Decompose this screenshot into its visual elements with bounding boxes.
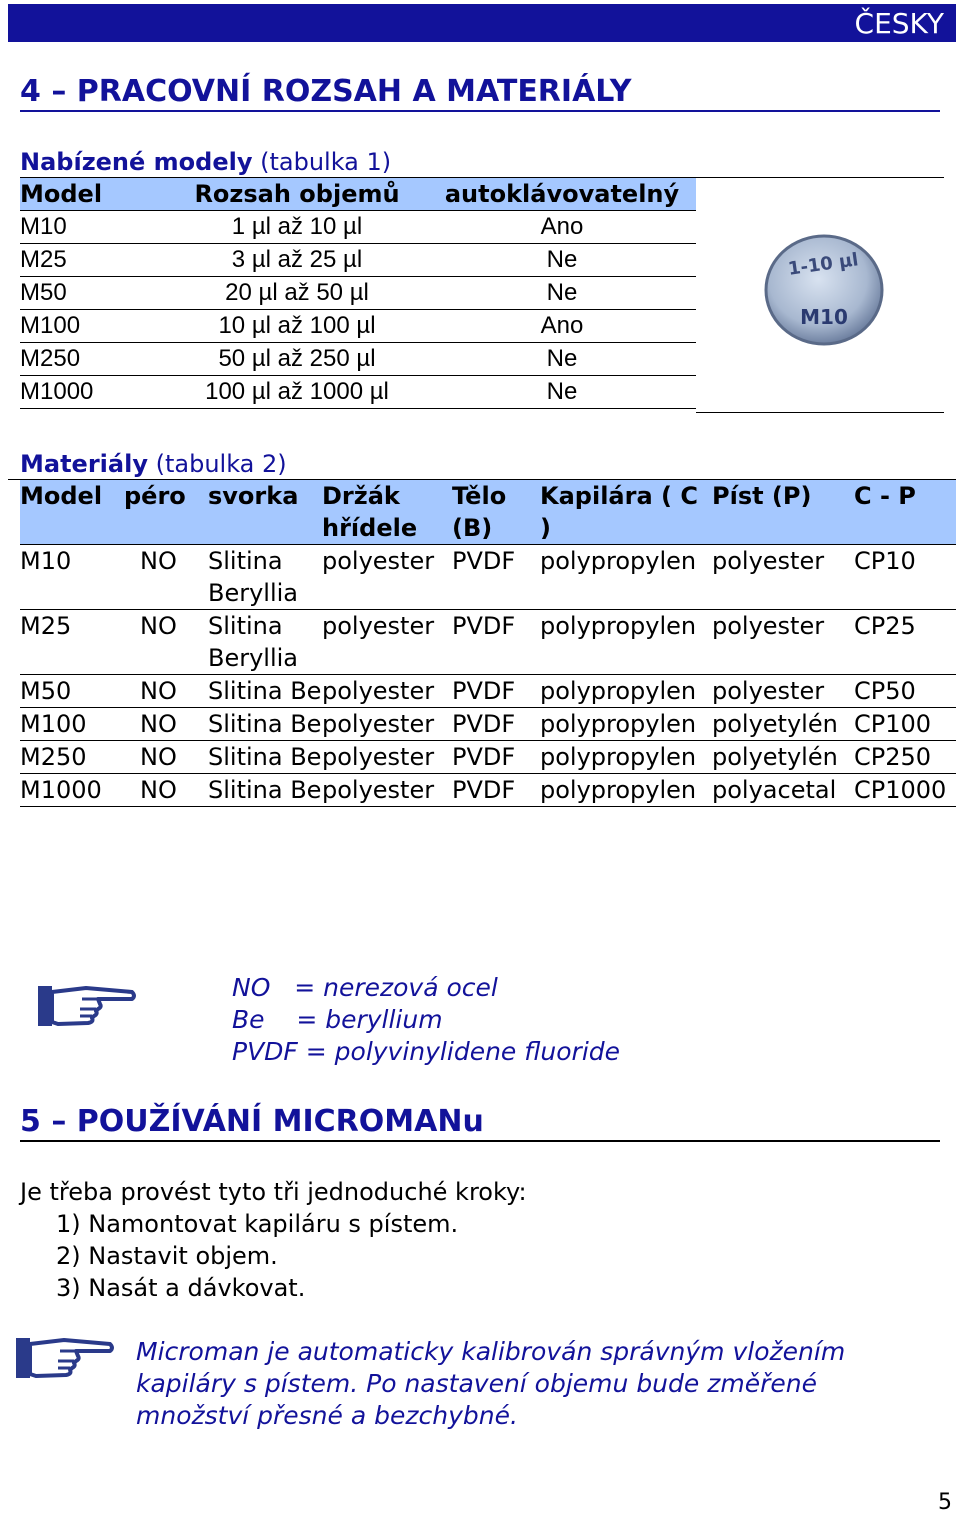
table-header-row	[20, 178, 696, 211]
cell-body: PVDF	[452, 741, 540, 774]
cell-shaft-holder: polyester	[322, 741, 452, 774]
list-item: 1) Namontovat kapiláru s pístem.	[56, 1210, 459, 1238]
cell-model: M50	[20, 277, 166, 310]
cell-shaft-holder: polyester	[322, 708, 452, 741]
cell-clamp: Slitina Beryllia	[208, 545, 322, 610]
legend-line: Be = beryllium	[232, 1005, 443, 1034]
calibration-note: Microman je automaticky kalibrován správným vložením kapiláry s pístem. Po nastavení objemu bude změřené množství přesné a bezchybné.	[136, 1337, 846, 1430]
cell-range: 20 µl až 50 µl	[166, 277, 428, 310]
table-row	[20, 708, 956, 741]
badge-range-text: 1-10 µl	[786, 249, 860, 280]
list-item: 3) Nasát a dávkovat.	[56, 1274, 306, 1302]
header-cp: C - P	[854, 480, 956, 545]
cell-body: PVDF	[452, 545, 540, 610]
legend-line: NO = nerezová ocel	[232, 973, 498, 1002]
cell-cp: CP250	[854, 741, 956, 774]
legend-line: PVDF = polyvinylidene fluoride	[232, 1037, 621, 1066]
table-row	[20, 211, 696, 244]
badge-model-text: M10	[800, 305, 848, 329]
cell-model: M1000	[20, 774, 124, 807]
cell-model: M10	[20, 211, 166, 244]
header-model: Model	[20, 178, 166, 211]
table-row	[20, 741, 956, 774]
table1-caption-bold: Nabízené modely	[20, 148, 253, 176]
cell-clamp: Slitina Be	[208, 741, 322, 774]
table1-caption-rest: (tabulka 1)	[252, 148, 392, 176]
table2-caption-rest: (tabulka 2)	[147, 450, 287, 478]
cell-body: PVDF	[452, 610, 540, 675]
cell-capillary: polypropylen	[540, 708, 712, 741]
table-row	[20, 376, 696, 409]
cell-clamp: Slitina Be	[208, 708, 322, 741]
cell-clamp: Slitina Be	[208, 774, 322, 807]
cell-autoclave: Ne	[428, 376, 696, 409]
cell-body: PVDF	[452, 774, 540, 807]
page-number: 5	[938, 1490, 952, 1515]
cell-spring: NO	[124, 774, 208, 807]
cell-shaft-holder: polyester	[322, 774, 452, 807]
cell-piston: polyester	[712, 610, 854, 675]
table-row	[20, 774, 956, 807]
cell-range: 10 µl až 100 µl	[166, 310, 428, 343]
cell-shaft-holder: polyester	[322, 545, 452, 610]
section-4-title: 4 – PRACOVNÍ ROZSAH A MATERIÁLY	[20, 72, 940, 112]
cell-piston: polyetylén	[712, 741, 854, 774]
abbreviation-legend	[232, 972, 620, 1068]
cell-piston: polyacetal	[712, 774, 854, 807]
steps-list	[56, 1208, 458, 1304]
language-bar	[8, 4, 956, 42]
cell-autoclave: Ano	[428, 211, 696, 244]
cell-piston: polyester	[712, 675, 854, 708]
cell-model: M100	[20, 708, 124, 741]
header-shaft-holder: Držák hřídele	[322, 480, 452, 545]
header-clamp: svorka	[208, 480, 322, 545]
cell-model: M100	[20, 310, 166, 343]
cell-capillary: polypropylen	[540, 675, 712, 708]
cell-capillary: polypropylen	[540, 610, 712, 675]
cell-range: 3 µl až 25 µl	[166, 244, 428, 277]
header-piston: Píst (P)	[712, 480, 854, 545]
cell-cp: CP50	[854, 675, 956, 708]
language-label: ČESKY	[854, 7, 944, 40]
table-row	[20, 675, 956, 708]
steps-intro: Je třeba provést tyto tři jednoduché kroky:	[20, 1178, 527, 1206]
models-table	[20, 178, 696, 409]
header-spring: péro	[124, 480, 208, 545]
table1-bottom-rule	[696, 412, 944, 413]
section-5-title: 5 – POUŽÍVÁNÍ MICROMANu	[20, 1102, 940, 1142]
cell-autoclave: Ano	[428, 310, 696, 343]
table-row	[20, 545, 956, 610]
table-row	[20, 244, 696, 277]
table-row	[20, 310, 696, 343]
m10-button-image	[762, 232, 886, 348]
cell-spring: NO	[124, 741, 208, 774]
table2-caption-bold: Materiály	[20, 450, 148, 478]
cell-body: PVDF	[452, 708, 540, 741]
header-capillary: Kapilára ( C )	[540, 480, 712, 545]
cell-spring: NO	[124, 675, 208, 708]
cell-cp: CP1000	[854, 774, 956, 807]
cell-shaft-holder: polyester	[322, 610, 452, 675]
cell-clamp: Slitina Be	[208, 675, 322, 708]
cell-model: M25	[20, 244, 166, 277]
header-model: Model	[20, 480, 124, 545]
cell-body: PVDF	[452, 675, 540, 708]
cell-autoclave: Ne	[428, 343, 696, 376]
cell-model: M250	[20, 741, 124, 774]
table-row	[20, 610, 956, 675]
header-range: Rozsah objemů	[166, 178, 428, 211]
cell-model: M250	[20, 343, 166, 376]
table-header-row	[20, 480, 956, 545]
table-row	[20, 277, 696, 310]
cell-cp: CP100	[854, 708, 956, 741]
cell-shaft-holder: polyester	[322, 675, 452, 708]
cell-capillary: polypropylen	[540, 545, 712, 610]
list-item: 2) Nastavit objem.	[56, 1242, 278, 1270]
cell-capillary: polypropylen	[540, 774, 712, 807]
materials-table	[20, 480, 956, 807]
cell-spring: NO	[124, 708, 208, 741]
header-autoclavable: autoklávovatelný	[428, 178, 696, 211]
header-body: Tělo (B)	[452, 480, 540, 545]
table-row	[20, 343, 696, 376]
cell-piston: polyetylén	[712, 708, 854, 741]
table1-caption	[20, 146, 391, 178]
cell-model: M10	[20, 545, 124, 610]
cell-spring: NO	[124, 610, 208, 675]
cell-capillary: polypropylen	[540, 741, 712, 774]
cell-clamp: Slitina Beryllia	[208, 610, 322, 675]
cell-model: M25	[20, 610, 124, 675]
cell-range: 100 µl až 1000 µl	[166, 376, 428, 409]
cell-spring: NO	[124, 545, 208, 610]
cell-cp: CP25	[854, 610, 956, 675]
pointing-hand-icon	[14, 1334, 116, 1384]
cell-autoclave: Ne	[428, 244, 696, 277]
cell-range: 50 µl až 250 µl	[166, 343, 428, 376]
cell-model: M50	[20, 675, 124, 708]
pointing-hand-icon	[36, 982, 138, 1032]
cell-range: 1 µl až 10 µl	[166, 211, 428, 244]
cell-autoclave: Ne	[428, 277, 696, 310]
cell-cp: CP10	[854, 545, 956, 610]
cell-piston: polyester	[712, 545, 854, 610]
cell-model: M1000	[20, 376, 166, 409]
table2-caption	[20, 448, 287, 480]
